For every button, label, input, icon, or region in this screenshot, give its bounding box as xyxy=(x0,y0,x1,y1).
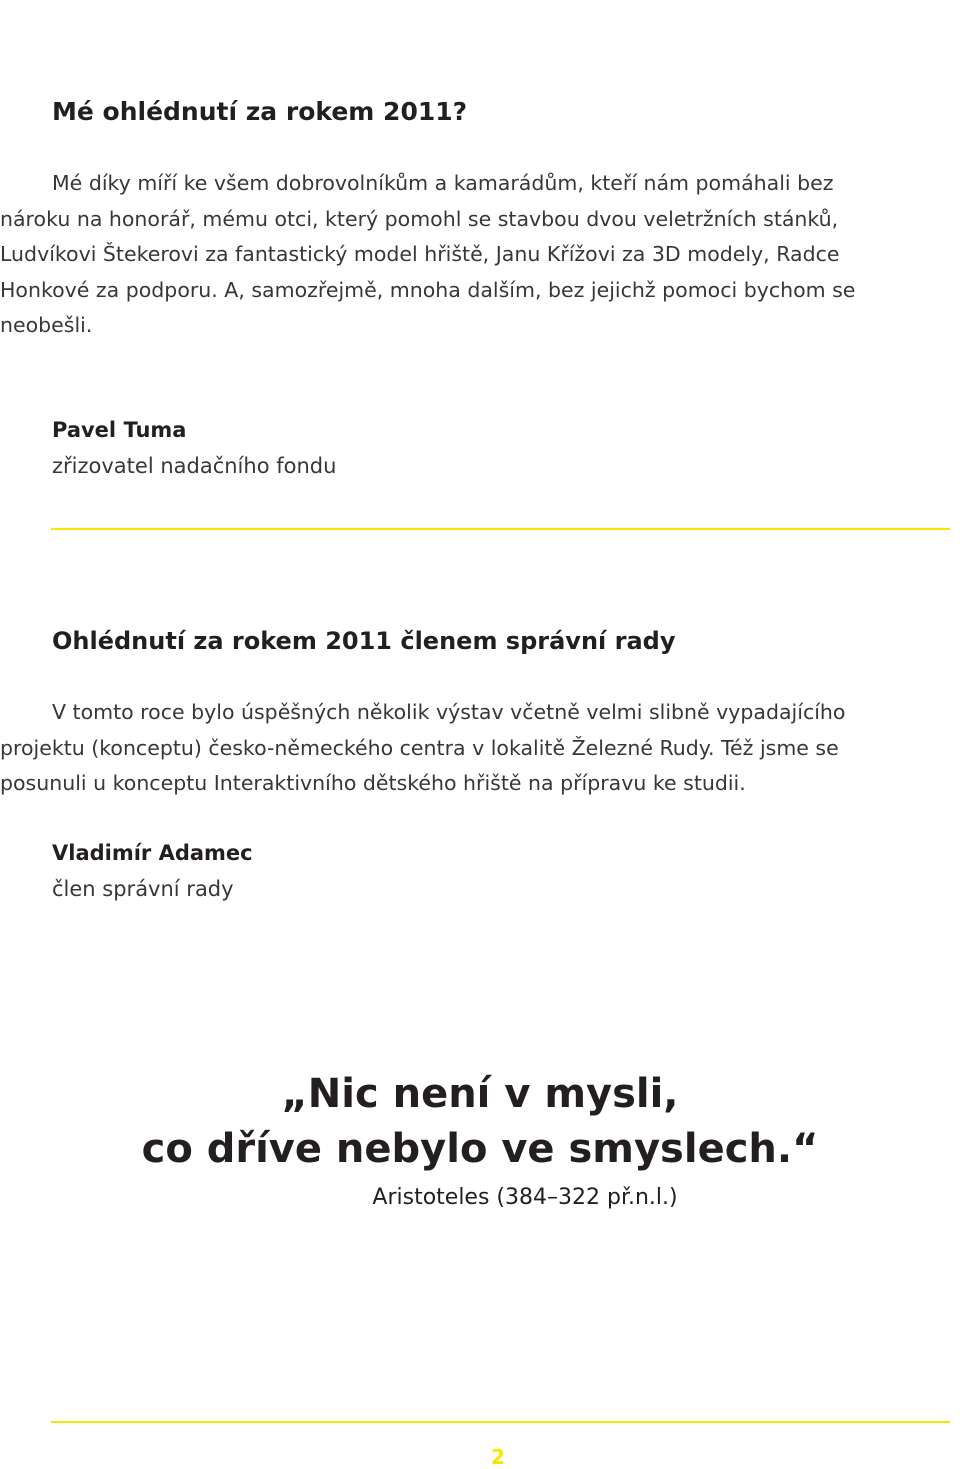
paragraph-line: nároku na honorář, mému otci, který pomohl se stavbou dvou veletržních stánků, xyxy=(0,206,839,231)
paragraph-line: V tomto roce bylo úspěšných několik výstav včetně velmi slibně vypadajícího xyxy=(52,700,846,724)
paragraph-line: neobešli. xyxy=(0,313,93,337)
quote-line-1: „Nic není v mysli, xyxy=(281,1071,679,1117)
section-divider xyxy=(51,528,950,530)
paragraph-line: Mé díky míří ke všem dobrovolníkům a kamarádům, kteří nám pomáhali bez xyxy=(52,171,834,195)
paragraph-line: projektu (konceptu) česko-německého centra v lokalitě Železné Rudy. Též jsme se xyxy=(0,735,839,760)
paragraph-line: posunuli u konceptu Interaktivního dětského hřiště na přípravu ke studii. xyxy=(0,771,746,795)
section1-signature-name: Pavel Tuma xyxy=(52,418,187,442)
section2-title: Ohlédnutí za rokem 2011 členem správní rady xyxy=(52,627,676,655)
paragraph-line: Ludvíkovi Štekerovi za fantastický model hřiště, Janu Křížovi za 3D modely, Radce xyxy=(0,242,840,266)
footer-divider xyxy=(51,1421,950,1423)
quote-author: Aristoteles (384–322 př.n.l.) xyxy=(372,1185,678,1210)
section2-paragraph xyxy=(0,695,960,802)
section1-signature-role: zřizovatel nadačního fondu xyxy=(52,454,337,478)
page-number: 2 xyxy=(491,1445,505,1469)
section2-signature-role: člen správní rady xyxy=(52,877,234,901)
section1-title: Mé ohlédnutí za rokem 2011? xyxy=(52,97,468,126)
section1-paragraph xyxy=(0,166,960,344)
quote-line-2: co dříve nebylo ve smyslech.“ xyxy=(141,1126,819,1172)
section2-signature-name: Vladimír Adamec xyxy=(52,841,253,865)
paragraph-line: Honkové za podporu. A, samozřejmě, mnoha dalším, bez jejichž pomoci bychom se xyxy=(0,277,856,302)
